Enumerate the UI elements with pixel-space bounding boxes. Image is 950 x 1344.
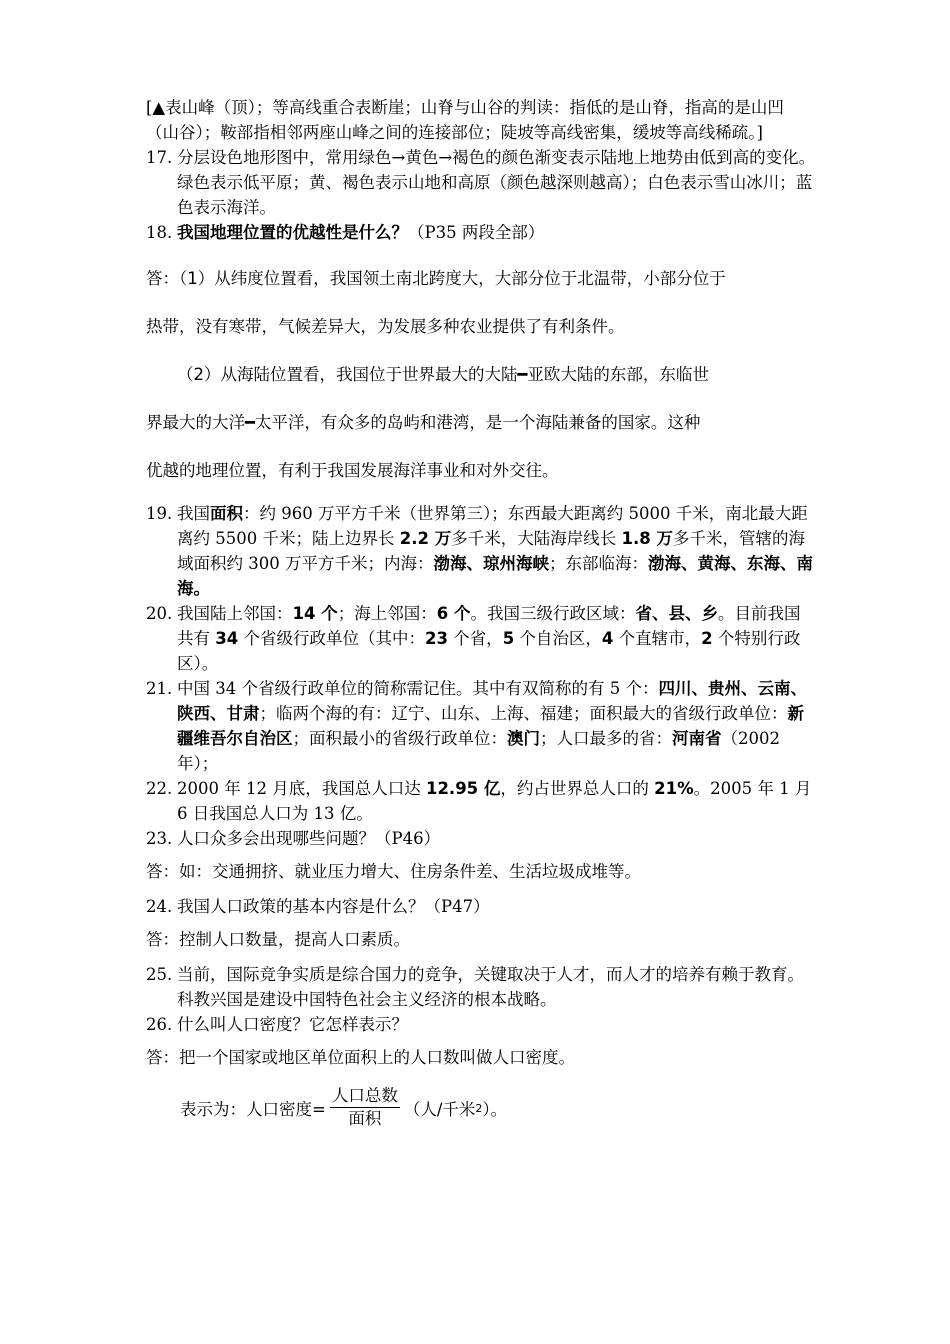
item-number: 19. bbox=[146, 504, 173, 523]
item-bold: 渤海、琼州海峡 bbox=[433, 554, 549, 573]
item-number: 17. bbox=[146, 148, 173, 167]
item-text: 分层设色地形图中，常用绿色→黄色→褐色的颜色渐变表示陆地上地势由低到高的变化。绿色表示低平原；黄、褐色表示山地和高原（颜色越深则越高）；白色表示雪山冰川；蓝色表示海洋。 bbox=[177, 148, 816, 217]
document-page bbox=[146, 95, 816, 1130]
item-text: 。2005 年 1 月 6 日我国总人口为 13 亿。 bbox=[177, 779, 812, 823]
item-text: ；面积最小的省级行政单位： bbox=[292, 729, 507, 748]
answer-line: （1）从纬度位置看，我国领土南北跨度大，大部分位于北温带，小部分位于 bbox=[179, 269, 726, 288]
item-bold: 4 bbox=[601, 629, 614, 648]
item-bold: 渤海、黄海、东海、南海。 bbox=[177, 554, 813, 598]
item-text: 什么叫人口密度？它怎样表示？ bbox=[177, 1015, 408, 1034]
item-reference: （P35 两段全部） bbox=[408, 223, 545, 242]
item-text: 多千米，管辖的海域面积约 300 万平方千米；内海： bbox=[177, 529, 805, 573]
item-text: 中国 34 个省级行政单位的简称需记住。其中有双简称的有 5 个： bbox=[177, 679, 659, 698]
item-question: 我国地理位置的优越性是什么？ bbox=[177, 223, 408, 242]
answer-26 bbox=[146, 1045, 816, 1070]
item-text: 当前，国际竞争实质是综合国力的竞争，关键取决于人才，而人才的培养有赖于教育。科教兴国是建设中国特色社会主义经济的根本战略。 bbox=[177, 965, 804, 1009]
item-text: 。目前我国共有 bbox=[177, 604, 801, 648]
item-bold: 四川、贵州、云南、陕西、甘肃 bbox=[177, 679, 807, 723]
answer-text: 如：交通拥挤、就业压力增大、住房条件差、生活垃圾成堆等。 bbox=[179, 862, 641, 881]
answer-label: 答： bbox=[146, 269, 179, 288]
item-text: 个自治区， bbox=[514, 629, 602, 648]
item-19 bbox=[146, 501, 816, 601]
item-text: 我国 bbox=[177, 504, 210, 523]
item-text: 人口众多会出现哪些问题？（P46） bbox=[177, 829, 441, 848]
item-bold: 12.95 亿 bbox=[425, 779, 501, 798]
item-text: 我国人口政策的基本内容是什么？（P47） bbox=[177, 897, 490, 916]
answer-line: 界最大的大洋━太平洋，有众多的岛屿和港湾，是一个海陆兼备的国家。这种 bbox=[146, 413, 701, 432]
item-bold: 23 bbox=[424, 629, 448, 648]
item-24 bbox=[146, 894, 816, 919]
item-bold: 1.8 万 bbox=[621, 529, 673, 548]
item-bold: 新疆维吾尔自治区 bbox=[177, 704, 804, 748]
item-bold: 河南省 bbox=[672, 729, 722, 748]
item-number: 24. bbox=[146, 897, 173, 916]
item-text: ；临两个海的有：辽宁、山东、上海、福建；面积最大的省级行政单位： bbox=[259, 704, 788, 723]
item-text: 2000 年 12 月底，我国总人口达 bbox=[177, 779, 426, 798]
density-formula bbox=[146, 1086, 816, 1130]
item-text: 个省， bbox=[447, 629, 503, 648]
contour-note: [▲表山峰（顶）；等高线重合表断崖；山脊与山谷的判读：指低的是山脊，指高的是山凹（山谷）；鞍部指相邻两座山峰之间的连接部位；陡坡等高线密集，缓坡等高线稀疏。] bbox=[146, 98, 784, 142]
item-text: 多千米，大陆海岸线长 bbox=[451, 529, 622, 548]
item-number: 18. bbox=[146, 223, 173, 242]
item-text: 个特别行政区）。 bbox=[177, 629, 801, 673]
answer-23 bbox=[146, 859, 816, 884]
formula-unit-close: ）。 bbox=[482, 1100, 508, 1119]
formula-fraction bbox=[330, 1086, 400, 1130]
item-17 bbox=[146, 145, 816, 220]
item-bold: 14 个 bbox=[292, 604, 338, 623]
item-text: 。我国三级行政区域： bbox=[470, 604, 636, 623]
item-23 bbox=[146, 826, 816, 851]
item-text: 我国陆上邻国： bbox=[177, 604, 293, 623]
item-number: 25. bbox=[146, 965, 173, 984]
item-number: 23. bbox=[146, 829, 173, 848]
answer-line: （2）从海陆位置看，我国位于世界最大的大陆━亚欧大陆的东部，东临世 bbox=[177, 365, 709, 384]
item-bold: 澳门 bbox=[507, 729, 540, 748]
item-18 bbox=[146, 220, 816, 245]
item-text: 个省级行政单位（其中： bbox=[238, 629, 425, 648]
answer-label: 答： bbox=[146, 862, 179, 881]
item-22 bbox=[146, 776, 816, 826]
item-text: 个直辖市， bbox=[613, 629, 702, 648]
item-bold: 省、县、乡 bbox=[635, 604, 718, 623]
item-bold: 面积 bbox=[210, 504, 243, 523]
formula-prefix: 表示为：人口密度= bbox=[180, 1100, 326, 1119]
item-26 bbox=[146, 1012, 816, 1037]
item-text: ；人口最多的省： bbox=[540, 729, 672, 748]
item-text: （2002 年）； bbox=[177, 729, 780, 773]
answer-line: 优越的地理位置，有利于我国发展海洋事业和对外交往。 bbox=[146, 461, 559, 480]
answer-text: 控制人口数量，提高人口素质。 bbox=[179, 930, 410, 949]
item-text: ：约 960 万平方千米（世界第三）；东西最大距离约 5000 千米，南北最大距离约 5500 千米；陆上边界长 bbox=[177, 504, 808, 548]
item-bold: 6 个 bbox=[436, 604, 471, 623]
item-bold: 2.2 万 bbox=[399, 529, 452, 548]
answer-label: 答： bbox=[146, 930, 179, 949]
formula-numerator: 人口总数 bbox=[330, 1086, 400, 1108]
answer-label: 答： bbox=[146, 1048, 179, 1067]
answer-text: 把一个国家或地区单位面积上的人口数叫做人口密度。 bbox=[179, 1048, 575, 1067]
item-number: 22. bbox=[146, 779, 173, 798]
item-number: 20. bbox=[146, 604, 173, 623]
item-text: ；东部临海： bbox=[548, 554, 648, 573]
item-number: 21. bbox=[146, 679, 173, 698]
item-bold: 21% bbox=[654, 779, 694, 798]
item-bold: 2 bbox=[701, 629, 713, 648]
item-25 bbox=[146, 962, 816, 1012]
answer-24 bbox=[146, 927, 816, 952]
formula-unit-open: （人/千米 bbox=[403, 1100, 476, 1119]
answer-line: 热带，没有寒带，气候差异大，为发展多种农业提供了有利条件。 bbox=[146, 317, 625, 336]
item-bold: 5 bbox=[502, 629, 515, 648]
formula-denominator: 面积 bbox=[348, 1109, 382, 1128]
item-number: 26. bbox=[146, 1015, 173, 1034]
item-text: ，约占世界总人口的 bbox=[500, 779, 655, 798]
item-text: ；海上邻国： bbox=[337, 604, 437, 623]
formula-unit-exponent: 2 bbox=[475, 1101, 483, 1115]
item-21 bbox=[146, 676, 816, 776]
answer-18 bbox=[146, 255, 816, 495]
item-20 bbox=[146, 601, 816, 676]
item-bold: 34 bbox=[215, 629, 239, 648]
